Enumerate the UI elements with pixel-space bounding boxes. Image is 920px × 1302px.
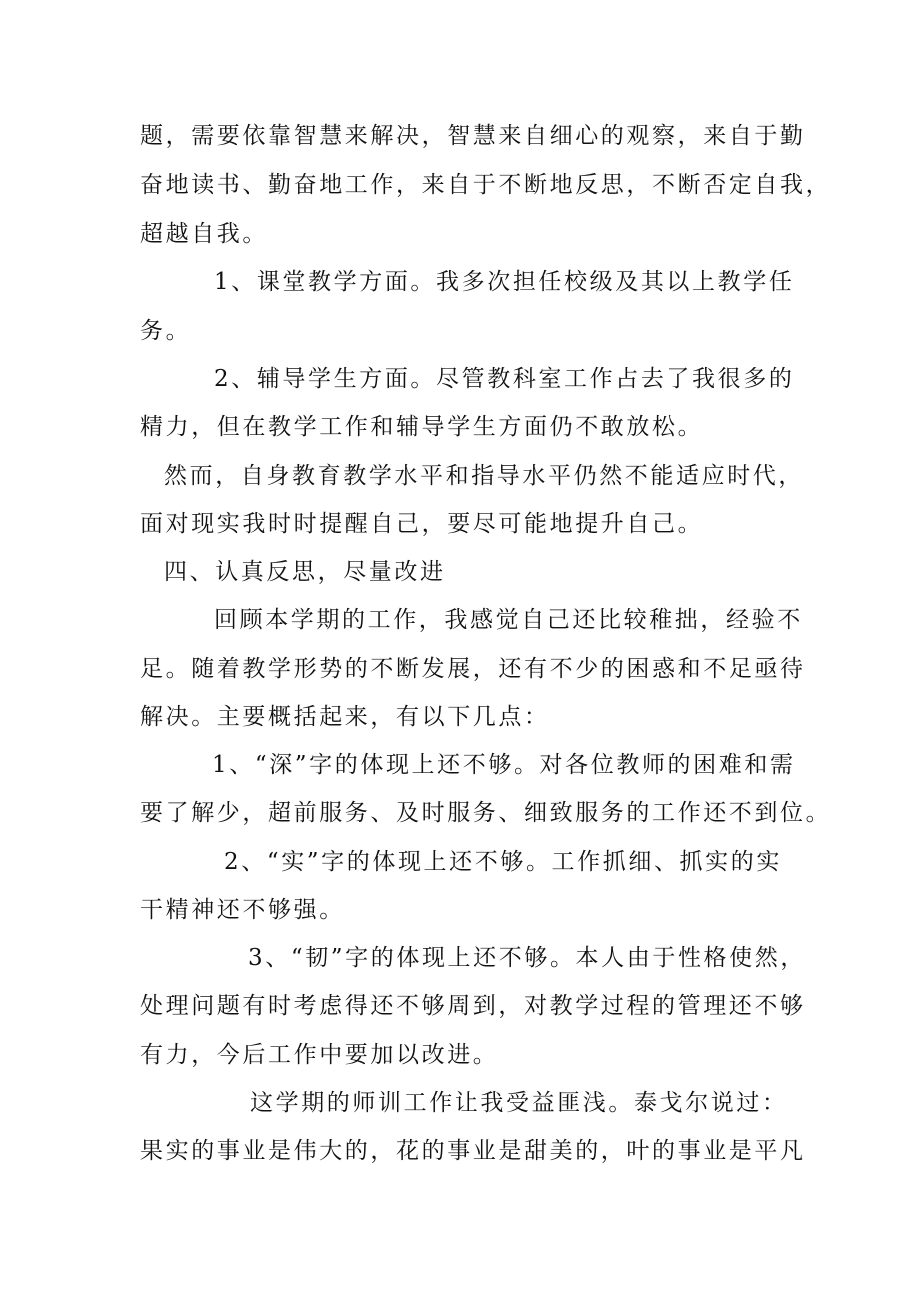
- text-line-4: 1、课堂教学方面。我多次担任校级及其以上教学任: [214, 269, 795, 295]
- text-line-8: 然而，自身教育教学水平和指导水平仍然不能适应时代，: [164, 463, 804, 489]
- text-line-22: 果实的事业是伟大的，花的事业是甜美的，叶的事业是平凡: [140, 1138, 806, 1164]
- text-line-7: 精力，但在教学工作和辅导学生方面仍不敢放松。: [140, 414, 704, 440]
- text-line-5: 务。: [140, 318, 192, 344]
- text-line-21: 这学期的师训工作让我受益匪浅。泰戈尔说过：: [250, 1090, 788, 1116]
- text-line-20: 有力，今后工作中要加以改进。: [140, 1042, 499, 1068]
- text-line-2: 奋地读书、勤奋地工作，来自于不断地反思，不断否定自我，: [140, 172, 832, 198]
- text-line-11: 回顾本学期的工作，我感觉自己还比较稚拙，经验不: [214, 607, 803, 633]
- text-line-15: 要了解少，超前服务、及时服务、细致服务的工作还不到位。: [140, 800, 832, 826]
- text-line-1: 题，需要依靠智慧来解决，智慧来自细心的观察，来自于勤: [140, 123, 806, 149]
- section-heading: 四、认真反思，尽量改进: [164, 559, 446, 585]
- text-line-3: 超越自我。: [140, 221, 268, 247]
- text-line-13: 解决。主要概括起来，有以下几点：: [140, 704, 550, 730]
- text-line-6: 2、辅导学生方面。尽管教科室工作占去了我很多的: [214, 366, 795, 392]
- text-line-19: 处理问题有时考虑得还不够周到，对教学过程的管理还不够: [140, 993, 806, 1019]
- text-line-14: 1、“深”字的体现上还不够。对各位教师的困难和需: [212, 752, 796, 778]
- text-line-12: 足。随着教学形势的不断发展，还有不少的困惑和不足亟待: [140, 656, 806, 682]
- text-line-17: 干精神还不够强。: [140, 897, 345, 923]
- text-line-9: 面对现实我时时提醒自己，要尽可能地提升自己。: [140, 511, 704, 537]
- text-line-16: 2、“实”字的体现上还不够。工作抓细、抓实的实: [224, 849, 782, 875]
- text-line-18: 3、“韧”字的体现上还不够。本人由于性格使然，: [248, 945, 806, 971]
